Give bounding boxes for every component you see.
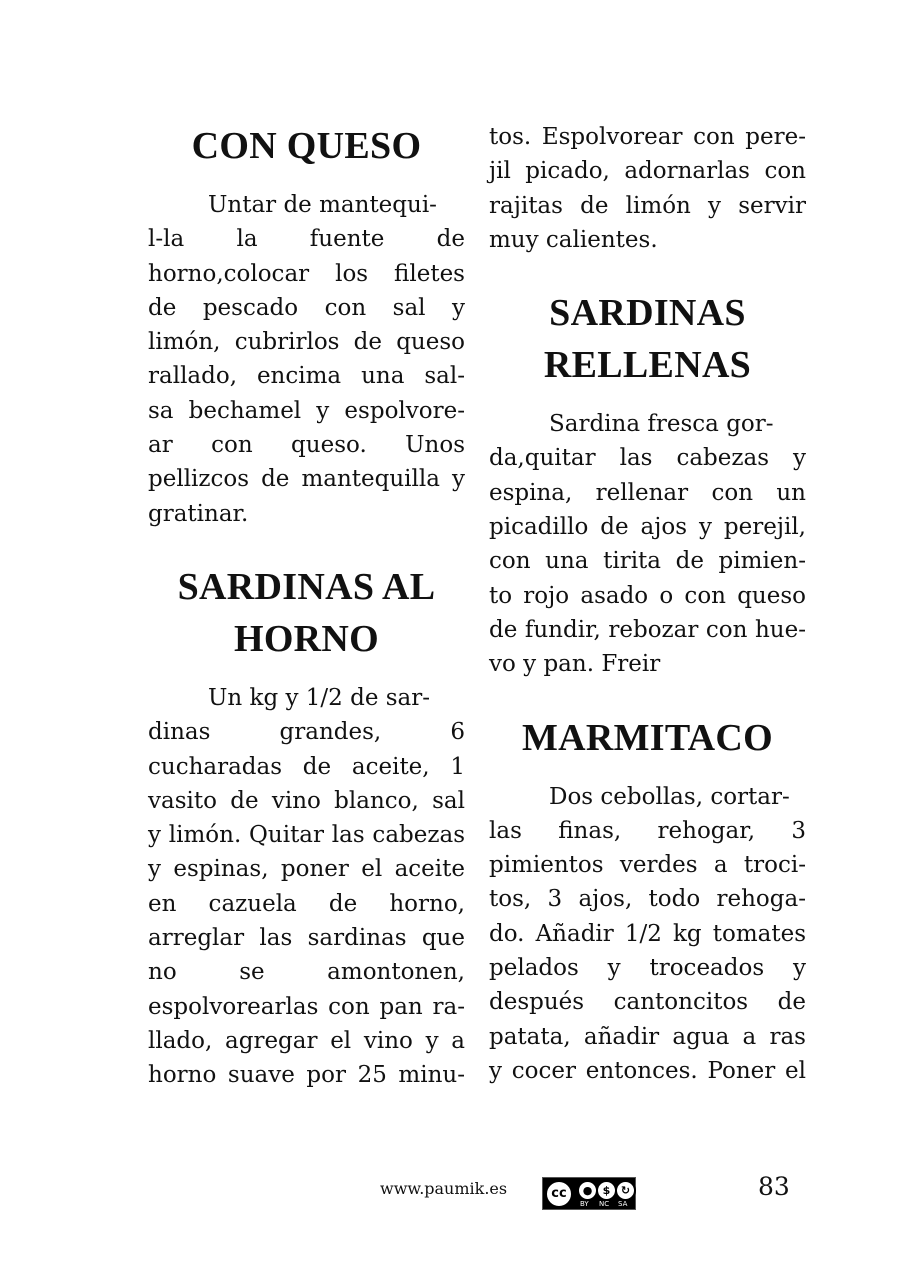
recipe-text-continued: tos. Espolvorear con pere- jil picado, adornarlas con rajitas de limón y servir muy calientes. bbox=[489, 124, 806, 253]
right-column bbox=[489, 120, 806, 1088]
recipe-text-sardinas-rellenas: Sardina fresca gor- da,quitar las cabezas y espina, rellenar con un picadillo de ajos y perejil, con una tirita de pimien- to rojo asado o con queso de fundir, rebozar con hue- vo y pan. Freir bbox=[489, 411, 806, 678]
nc-no-dollar-icon: $ bbox=[596, 1180, 617, 1201]
creative-commons-by-nc-sa-icon[interactable] bbox=[542, 1177, 636, 1210]
recipe-title-con-queso: CON QUESO bbox=[191, 125, 422, 167]
by-person-icon: ● bbox=[577, 1180, 598, 1201]
recipe-title-marmitaco: MARMITACO bbox=[521, 716, 774, 759]
website-link[interactable]: www.paumik.es bbox=[380, 1179, 508, 1198]
recipe-text-con-queso: Untar de mantequi- l-la la fuente de horno,colocar los filetes de pescado con sal y limón, cubrirlos de queso rallado, encima una sal- sa bechamel y espolvore- ar con queso. Unos pellizcos de mantequilla y gratinar. bbox=[148, 192, 465, 527]
recipe-text-sardinas-al-horno: Un kg y 1/2 de sar- dinas grandes, 6 cucharadas de aceite, 1 vasito de vino blanco, sal y limón. Quitar las cabezas y espinas, poner el aceite en cazuela de horno, arreglar las sardinas que no se amontonen, espolvorearlas con pan ra- llado, agregar el vino y a horno suave por 25 minu- bbox=[148, 684, 465, 1089]
cc-icon: cc bbox=[545, 1180, 573, 1208]
sa-share-alike-icon: ↻ bbox=[615, 1180, 636, 1201]
recipe-text-marmitaco: Dos cebollas, cortar- las finas, rehogar, 3 pimientos verdes a troci- tos, 3 ajos, todo rehoga- do. Añadir 1/2 kg tomates pelados y troceados y después cantoncitos de patata, añadir agua a ras y cocer entonces. Poner el bbox=[489, 783, 806, 1084]
nc-label: NC bbox=[599, 1200, 610, 1208]
recipe-title-sardinas-al-horno: SARDINAS AL HORNO bbox=[177, 565, 436, 660]
recipe-title-sardinas-rellenas: SARDINAS RELLENAS bbox=[543, 292, 752, 387]
by-label: BY bbox=[580, 1200, 589, 1208]
page-number: 83 bbox=[758, 1172, 790, 1201]
sa-label: SA bbox=[618, 1200, 628, 1208]
left-column bbox=[148, 120, 465, 1093]
